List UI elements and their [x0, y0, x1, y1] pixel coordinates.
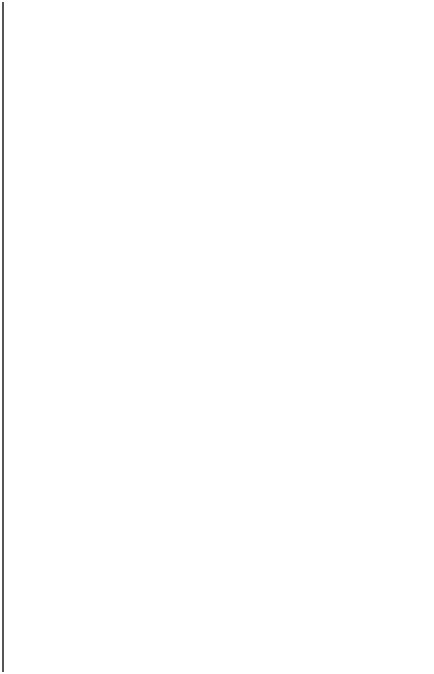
table-body: [4, 3, 433, 672]
window-orientation-table: [2, 2, 433, 672]
corner-header-cell: [3, 337, 4, 672]
row-number-header: [3, 3, 4, 338]
